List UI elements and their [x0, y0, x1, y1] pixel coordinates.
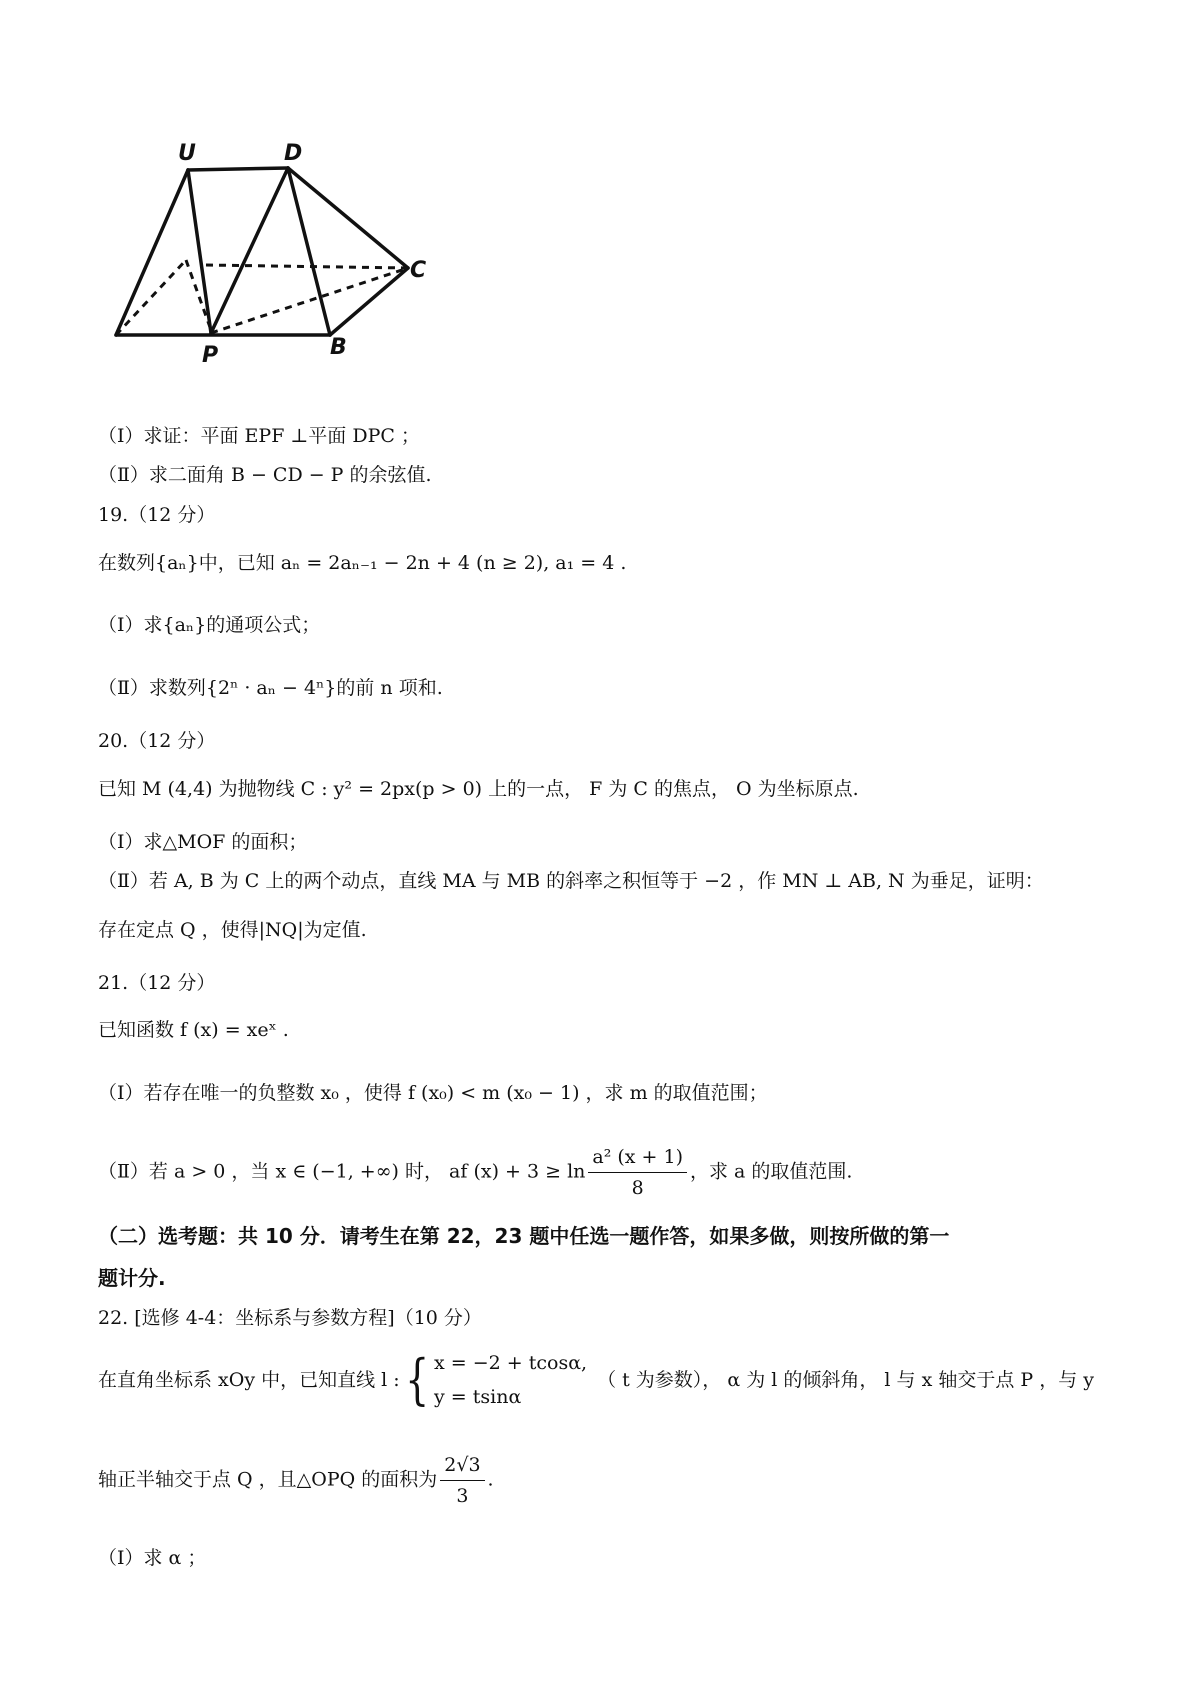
q22-stem-post: （ t 为参数）， α 为 l 的倾斜角， l 与 x 轴交于点 P ，与 y — [597, 1369, 1094, 1391]
q20-part1: （Ⅰ）求△MOF 的面积； — [98, 831, 308, 853]
q22-area-fraction — [440, 1450, 484, 1511]
q22-line2-pre: 轴正半轴交于点 Q ，且△OPQ 的面积为 — [98, 1468, 438, 1491]
q19-part2: （Ⅱ）求数列{2ⁿ · aₙ − 4ⁿ}的前 n 项和. — [98, 677, 443, 699]
label-U: U — [178, 141, 196, 166]
edge-C-B — [330, 268, 408, 335]
edge-U-P — [188, 170, 211, 333]
q22-part1: （Ⅰ）求 α ； — [98, 1547, 207, 1569]
edge-U-leftbottom — [116, 170, 188, 335]
q19-stem: 在数列{aₙ}中，已知 aₙ = 2aₙ₋₁ − 2n + 4 (n ≥ 2), a₁ = 4 . — [98, 552, 627, 574]
q22-eq1: x = −2 + tcosα, — [434, 1352, 588, 1374]
q21-stem: 已知函数 f (x) = xeˣ . — [98, 1019, 289, 1041]
q22-stem — [98, 1346, 1094, 1414]
dashed-P-C — [211, 268, 408, 333]
system-brace: { — [404, 1348, 429, 1411]
q22-area-den: 3 — [456, 1485, 469, 1507]
edge-D-B — [288, 168, 330, 335]
label-B: B — [330, 335, 347, 360]
label-C: C — [410, 258, 427, 283]
q19-header: 19.（12 分） — [98, 504, 216, 526]
q22-line2 — [98, 1450, 494, 1511]
label-P: P — [202, 343, 219, 368]
q20-part2b: 存在定点 Q ，使得|NQ|为定值. — [98, 919, 367, 941]
label-D: D — [284, 141, 303, 166]
q22-line2-post: . — [487, 1468, 494, 1491]
q21-part1: （Ⅰ）若存在唯一的负整数 x₀ ，使得 f (x₀) < m (x₀ − 1) ，求 m 的取值范围； — [98, 1082, 768, 1104]
q21-part2-pre: （Ⅱ）若 a > 0 ，当 x ∈ (−1, +∞) 时， af (x) + 3 ≥ ln — [98, 1160, 586, 1183]
q21-header: 21.（12 分） — [98, 972, 216, 994]
q21-fraction — [588, 1142, 687, 1203]
q22-header: 22. [选修 4-4：坐标系与参数方程]（10 分） — [98, 1307, 482, 1329]
dashed-mid-C — [206, 265, 408, 268]
q20-stem: 已知 M (4,4) 为抛物线 C : y² = 2px(p > 0) 上的一点， F 为 C 的焦点， O 为坐标原点. — [98, 778, 859, 800]
geometry-figure — [98, 140, 438, 385]
edge-D-P — [211, 168, 288, 333]
q21-fraction-num: a² (x + 1) — [588, 1142, 687, 1173]
q19-part1: （Ⅰ）求{aₙ}的通项公式； — [98, 614, 321, 636]
q22-area-num: 2√3 — [440, 1450, 484, 1481]
section2-line1: （二）选考题：共 10 分．请考生在第 22，23 题中任选一题作答，如果多做，则按所做的第一 — [98, 1224, 950, 1248]
section2-line2: 题计分. — [98, 1266, 166, 1290]
q20-header: 20.（12 分） — [98, 730, 216, 752]
parametric-system — [434, 1346, 587, 1414]
q22-stem-pre: 在直角坐标系 xOy 中，已知直线 l : — [98, 1369, 400, 1391]
q18-part2: （Ⅱ）求二面角 B − CD − P 的余弦值. — [98, 464, 432, 486]
q20-part2a: （Ⅱ）若 A, B 为 C 上的两个动点，直线 MA 与 MB 的斜率之积恒等于 −2 ，作 MN ⊥ AB, N 为垂足，证明： — [98, 870, 1044, 892]
dashed-left-up — [116, 260, 186, 335]
q21-part2-post: ，求 a 的取值范围. — [690, 1160, 853, 1183]
q21-fraction-den: 8 — [631, 1177, 644, 1199]
edge-D-C — [288, 168, 408, 268]
q18-part1: （Ⅰ）求证：平面 EPF ⊥平面 DPC ； — [98, 425, 420, 447]
q22-eq2: y = tsinα — [434, 1386, 522, 1408]
q21-part2 — [98, 1142, 852, 1203]
edge-U-D — [188, 168, 288, 170]
